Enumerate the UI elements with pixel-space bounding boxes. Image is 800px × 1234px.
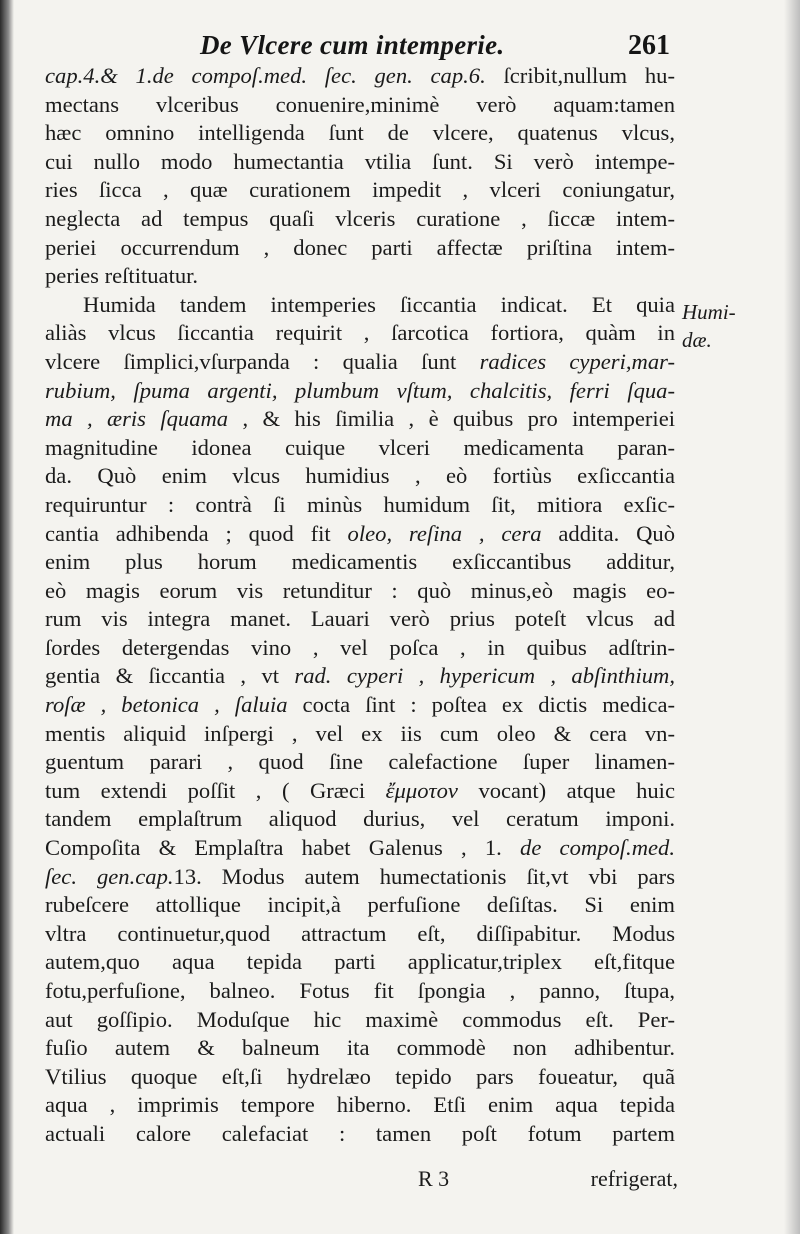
text-line	[45, 319, 675, 348]
text-line	[45, 805, 675, 834]
text-line	[45, 262, 675, 291]
signature-mark: R 3	[418, 1166, 450, 1191]
text-run: vocant) atque huic	[457, 777, 675, 803]
text-line	[45, 520, 675, 549]
text-run: addita. Quò	[541, 520, 675, 546]
text-run: cocta ſint : poſtea ex dictis medica-	[287, 692, 675, 718]
italic-run: radices cyperi,mar-	[479, 348, 675, 374]
text-run: aut goſſipio. Moduſque hic maximè commodus eſt. Per-	[45, 1006, 675, 1032]
text-line	[45, 634, 675, 663]
text-line	[45, 891, 675, 920]
text-run: aqua , imprimis tempore hiberno. Etſi enim aqua tepida	[45, 1092, 675, 1118]
text-run: tandem emplaſtrum aliquod durius, vel ceratum imponi.	[45, 806, 675, 832]
italic-run: cap.4.& 1.de compoſ.med. ſec. gen. cap.6.	[45, 63, 486, 88]
italic-run: ἔμμοτον	[385, 777, 458, 803]
text-run: fotu,perfuſione, balneo. Fotus fit ſpongia , panno, ſtupa,	[45, 978, 675, 1003]
text-line	[45, 176, 675, 205]
text-run: magnitudine idonea cuique vlceri medicamenta paran-	[45, 434, 675, 460]
margin-note-line: dæ.	[682, 328, 712, 352]
text-run: vlcere ſimplici,vſurpanda : qualia ſunt	[45, 348, 480, 374]
text-line	[45, 119, 675, 148]
text-line	[45, 691, 675, 720]
text-line	[45, 205, 675, 234]
catchword: refrigerat,	[590, 1166, 678, 1191]
page-edge	[784, 0, 800, 1234]
text-run: gentia & ſiccantia , vt	[45, 663, 295, 689]
text-run: peries reſtituatur.	[45, 263, 199, 289]
text-line	[45, 577, 675, 606]
italic-run: rubium, ſpuma argenti, plumbum vſtum, chalcitis, ferri ſqua-	[45, 377, 675, 403]
text-run: enim plus horum medicamentis exſiccantibus additur,	[45, 549, 675, 575]
text-line	[45, 62, 675, 91]
text-line	[45, 405, 675, 434]
text-run: cantia adhibenda ; quod fit	[45, 520, 348, 546]
text-line	[45, 491, 675, 520]
running-title: De Vlcere cum intemperie.	[200, 30, 505, 60]
text-line	[45, 834, 675, 863]
text-run: Vtilius quoque eſt,ſi hydrelæo tepido pars foueatur, quã	[45, 1063, 675, 1089]
text-run: Humida tandem intemperies ſiccantia indicat. Et quia	[83, 291, 675, 317]
text-run: periei occurrendum , donec parti affectæ priſtina intem-	[45, 234, 675, 260]
text-line	[45, 863, 675, 892]
text-line	[45, 920, 675, 949]
gutter-shadow	[0, 0, 14, 1234]
text-line	[45, 548, 675, 577]
text-run: ſordes detergendas vino , vel poſca , in quibus adſtrin-	[45, 634, 675, 660]
margin-note	[682, 298, 762, 354]
text-run: fuſio autem & balneum ita commodè non adhibentur.	[45, 1035, 675, 1061]
page-number: 261	[628, 30, 670, 61]
text-line	[45, 748, 675, 777]
text-line	[45, 1063, 675, 1092]
text-line	[45, 605, 675, 634]
italic-run: ma , æris ſquama	[45, 406, 229, 432]
text-run: hæc omnino intelligenda ſunt de vlcere, quatenus vlcus,	[45, 120, 675, 146]
text-line	[45, 148, 675, 177]
text-run: mectans vlceribus conuenire,minimè verò aquam:tamen	[45, 91, 675, 117]
text-run: , & his ſimilia , è quibus pro intemperiei	[228, 406, 675, 432]
text-line	[45, 377, 675, 406]
text-line	[45, 1006, 675, 1035]
italic-run: oleo, reſina , cera	[347, 520, 542, 546]
text-line	[45, 1034, 675, 1063]
text-run: guentum parari , quod ſine calefactione ſuper linamen-	[45, 749, 675, 775]
text-run: rubeſcere attollique incipit,à perfuſione deſiſtas. Si enim	[45, 892, 675, 918]
text-run: autem,quo aqua tepida parti applicatur,triplex eſt,fitque	[45, 949, 675, 975]
text-body	[45, 62, 675, 1149]
italic-run: roſæ , betonica , ſaluia	[45, 692, 288, 718]
text-line	[45, 977, 675, 1006]
text-line	[45, 91, 675, 120]
margin-note-line: Humi-	[682, 300, 736, 324]
text-run: aliàs vlcus ſiccantia requirit , ſarcotica fortiora, quàm in	[45, 320, 675, 346]
text-line	[45, 462, 675, 491]
text-run: tum extendi poſſit , ( Græci	[45, 777, 386, 803]
text-run: ries ſicca , quæ curationem impedit , vlceri coniungatur,	[45, 177, 675, 203]
text-line	[45, 1091, 675, 1120]
text-run: eò magis eorum vis retunditur : quò minus,eò magis eo-	[45, 577, 675, 603]
text-line	[45, 434, 675, 463]
text-line	[45, 777, 675, 806]
text-line	[45, 948, 675, 977]
text-line	[45, 720, 675, 749]
text-line	[45, 291, 675, 320]
italic-run: de compoſ.med.	[520, 835, 675, 861]
text-run: mentis aliquid inſpergi , vel ex iis cum oleo & cera vn-	[45, 720, 675, 746]
italic-run: ſec. gen.cap.	[45, 863, 174, 889]
text-run: requiruntur : contrà ſi minùs humidum ſit, mitiora exſic-	[45, 491, 675, 517]
text-line	[45, 1120, 675, 1149]
text-run: vltra continuetur,quod attractum eſt, diſſipabitur. Modus	[45, 920, 675, 946]
italic-run: rad. cyperi , hypericum , abſinthium,	[294, 663, 675, 689]
text-run: da. Quò enim vlcus humidius , eò fortiùs exſiccantia	[45, 463, 675, 489]
text-run: Compoſita & Emplaſtra habet Galenus , 1.	[45, 835, 521, 861]
page-footer	[410, 1166, 678, 1196]
text-line	[45, 662, 675, 691]
text-run: 13. Modus autem humectationis ſit,vt vbi pars	[173, 863, 675, 889]
text-run: cui nullo modo humectantia vtilia ſunt. Si verò intempe-	[45, 148, 675, 174]
text-run: ſcribit,nullum hu-	[485, 63, 675, 88]
text-run: neglecta ad tempus quaſi vlceris curatione , ſiccæ intem-	[45, 205, 675, 231]
text-line	[45, 234, 675, 263]
text-line	[45, 348, 675, 377]
text-run: rum vis integra manet. Lauari verò prius poteſt vlcus ad	[45, 606, 675, 632]
text-run: actuali calore calefaciat : tamen poſt fotum partem	[45, 1120, 675, 1146]
